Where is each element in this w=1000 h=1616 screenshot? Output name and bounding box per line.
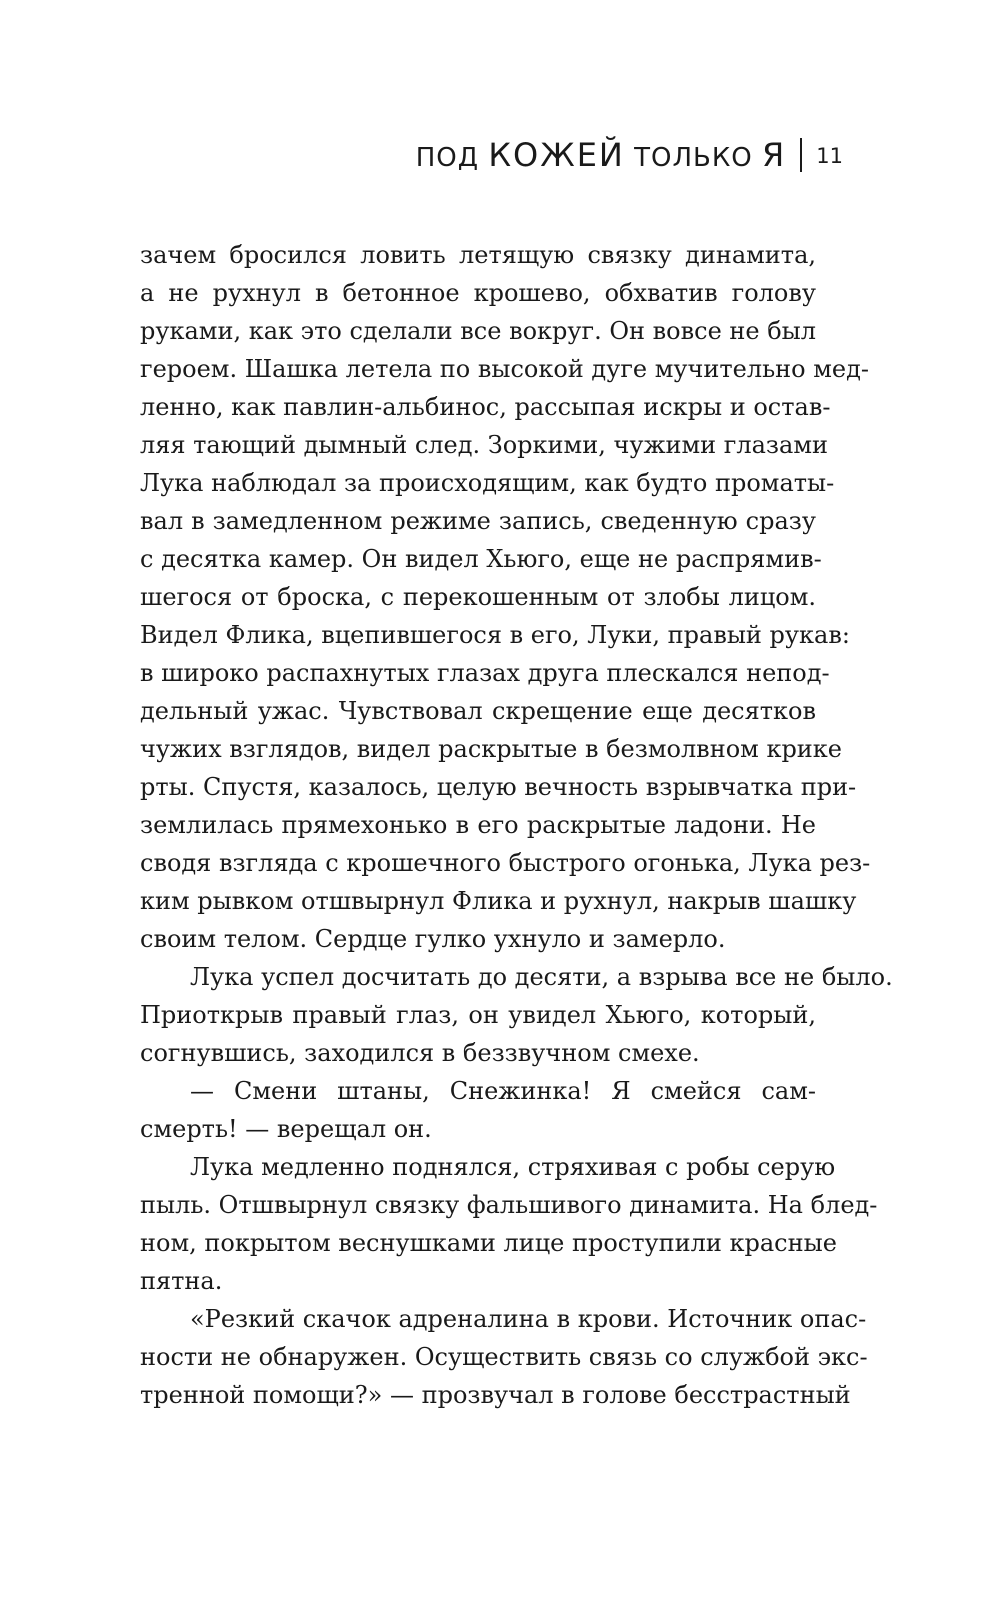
book-title-part: ТОЛЬКО xyxy=(624,143,763,173)
text-line: шегося от броска, с перекошенным от злобы лицом. xyxy=(140,583,816,611)
text-line: ляя тающий дымный след. Зоркими, чужими глазами xyxy=(140,431,828,459)
body-text xyxy=(140,236,893,1414)
text-line: дельный ужас. Чувствовал скрещение еще десятков xyxy=(140,697,816,725)
text-line: землилась прямехонько в его раскрытые ладони. Не xyxy=(140,811,816,839)
text-line: руками, как это сделали все вокруг. Он вовсе не был xyxy=(140,317,817,345)
text-line: чужих взглядов, видел раскрытые в безмолвном крике xyxy=(140,735,842,763)
book-title-part: Я xyxy=(762,136,787,174)
text-line: ном, покрытом веснушками лице проступили красные xyxy=(140,1229,837,1257)
text-line: — Смени штаны, Снежинка! Я смейся сам- xyxy=(190,1077,816,1105)
text-line: своим телом. Сердце гулко ухнуло и замерло. xyxy=(140,925,726,953)
text-line: а не рухнул в бетонное крошево, обхватив голову xyxy=(140,279,816,307)
text-line: пыль. Отшвырнул связку фальшивого динамита. На блед- xyxy=(140,1191,878,1219)
page-number: 11 xyxy=(816,144,843,168)
book-title-part: КОЖЕЙ xyxy=(488,136,625,174)
text-line: сводя взгляда с крошечного быстрого огонька, Лука рез- xyxy=(140,849,871,877)
book-title xyxy=(416,136,787,174)
text-line: вал в замедленном режиме запись, сведенную сразу xyxy=(140,507,816,535)
text-line: Лука наблюдал за происходящим, как будто проматы- xyxy=(140,469,835,497)
text-line: «Резкий скачок адреналина в крови. Источник опас- xyxy=(190,1305,867,1333)
text-line: Лука медленно поднялся, стряхивая с робы серую xyxy=(190,1153,836,1181)
text-line: Приоткрыв правый глаз, он увидел Хьюго, который, xyxy=(140,1001,816,1029)
text-line: ности не обнаружен. Осуществить связь со службой экс- xyxy=(140,1343,868,1371)
text-line: Видел Флика, вцепившегося в его, Луки, правый рукав: xyxy=(140,621,850,649)
text-line: согнувшись, заходился в беззвучном смехе. xyxy=(140,1039,700,1067)
text-line: зачем бросился ловить летящую связку динамита, xyxy=(140,241,816,269)
text-line: Лука успел досчитать до десяти, а взрыва все не было. xyxy=(190,963,893,991)
text-line: рты. Спустя, казалось, целую вечность взрывчатка при- xyxy=(140,773,857,801)
running-header xyxy=(416,130,843,180)
text-line: смерть! — верещал он. xyxy=(140,1115,432,1143)
header-divider xyxy=(800,138,802,172)
text-line: ким рывком отшвырнул Флика и рухнул, накрыв шашку xyxy=(140,887,857,915)
text-line: пятна. xyxy=(140,1267,223,1295)
text-line: с десятка камер. Он видел Хьюго, еще не распрямив- xyxy=(140,545,822,573)
book-title-part: ПОД xyxy=(415,143,489,173)
text-line: ленно, как павлин-альбинос, рассыпая искры и остав- xyxy=(140,393,831,421)
text-line: тренной помощи?» — прозвучал в голове бесстрастный xyxy=(140,1381,851,1409)
text-line: в широко распахнутых глазах друга плескался непод- xyxy=(140,659,830,687)
text-line: героем. Шашка летела по высокой дуге мучительно мед- xyxy=(140,355,870,383)
